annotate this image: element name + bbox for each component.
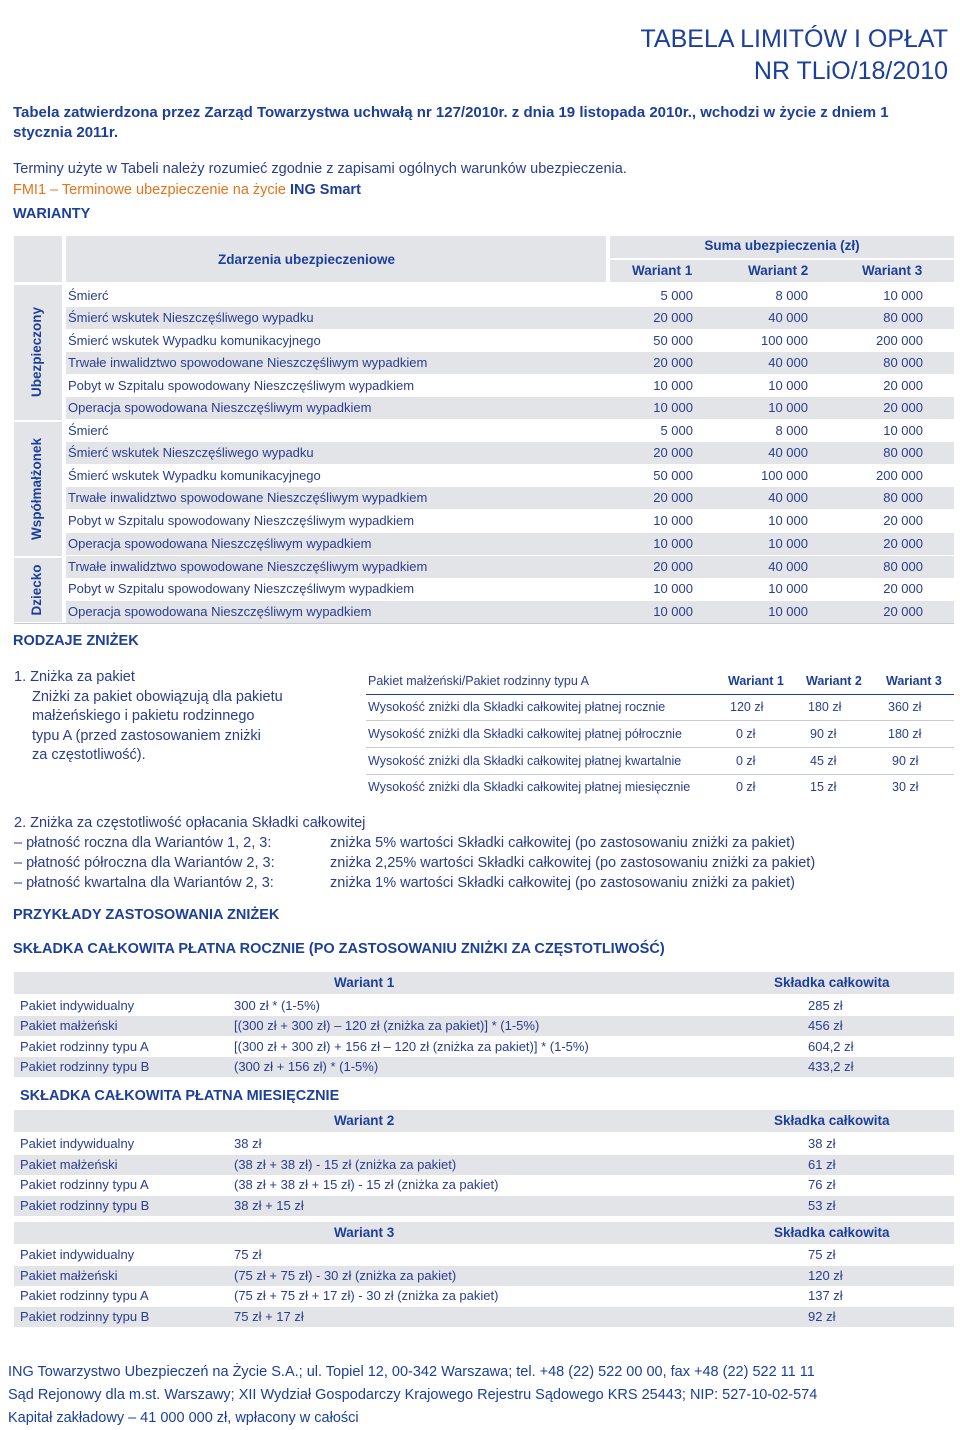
value-variant-1: 10 000 (653, 378, 693, 393)
package-discount-block (14, 668, 283, 766)
value-variant-3: 80 000 (883, 310, 923, 325)
table-row (66, 556, 954, 578)
example-premium: 604,2 zł (808, 1039, 854, 1054)
discount-row (366, 748, 954, 775)
value-variant-3: 200 000 (876, 333, 923, 348)
value-variant-3: 10 000 (883, 288, 923, 303)
example-row (14, 1175, 954, 1195)
frequency-discount-heading: 2. Zniżka za częstotliwość opłacania Składki całkowitej (14, 815, 366, 831)
annual-premium-header: Składka całkowita (774, 975, 890, 990)
example-row (14, 1266, 954, 1286)
variant-2-header: Wariant 2 (748, 263, 809, 278)
event-label: Śmierć wskutek Nieszczęśliwego wypadku (68, 445, 314, 460)
example-formula: (38 zł + 38 zł) - 15 zł (zniżka za pakiet) (234, 1157, 457, 1172)
example-package: Pakiet rodzinny typu A (20, 1288, 149, 1303)
value-variant-3: 80 000 (883, 559, 923, 574)
example-formula: (75 zł + 75 zł + 17 zł) - 30 zł (zniżka za pakiet) (234, 1288, 499, 1303)
table-row (66, 442, 954, 464)
discount-value-1: 120 zł (730, 700, 764, 714)
table-divider (14, 623, 954, 624)
examples-heading: PRZYKŁADY ZASTOSOWANIA ZNIŻEK (13, 907, 280, 923)
example-row (14, 1057, 954, 1077)
discount-value-2: 15 zł (810, 780, 837, 794)
package-discount-text: typu A (przed zastosowaniem zniżki (32, 727, 261, 744)
value-variant-1: 50 000 (653, 333, 693, 348)
discount-header-label: Pakiet małżeński/Pakiet rodzinny typu A (368, 674, 589, 688)
value-variant-1: 20 000 (653, 355, 693, 370)
footer-registry: Sąd Rejonowy dla m.st. Warszawy; XII Wydział Gospodarczy Krajowego Rejestru Sądowego KRS 25443; NIP: 527-10-02-574 (8, 1387, 818, 1403)
example-formula: [(300 zł + 300 zł) + 156 zł – 120 zł (zniżka za pakiet)] * (1-5%) (234, 1039, 589, 1054)
footer-company: ING Towarzystwo Ubezpieczeń na Życie S.A.; ul. Topiel 12, 00-342 Warszawa; tel. +48 (22) 522 00 00, fax +48 (22) 522 11 11 (8, 1364, 815, 1380)
discount-header-variant-1: Wariant 1 (728, 674, 784, 688)
product-line (13, 182, 361, 198)
value-variant-3: 80 000 (883, 490, 923, 505)
value-variant-3: 80 000 (883, 355, 923, 370)
discount-row (366, 694, 954, 721)
frequency-item-label: – płatność roczna dla Wariantów 1, 2, 3: (14, 835, 272, 851)
monthly3-premium-header: Składka całkowita (774, 1225, 890, 1240)
example-row (14, 1245, 954, 1265)
example-premium: 137 zł (808, 1288, 843, 1303)
value-variant-1: 10 000 (653, 581, 693, 596)
annual-heading: SKŁADKA CAŁKOWITA PŁATNA ROCZNIE (PO ZASTOSOWANIU ZNIŻKI ZA CZĘSTOTLIWOŚĆ) (13, 941, 665, 957)
discount-value-3: 180 zł (888, 727, 922, 741)
discount-row (366, 774, 954, 800)
example-row (14, 1037, 954, 1057)
value-variant-1: 5 000 (660, 423, 693, 438)
frequency-item-value: zniżka 1% wartości Składki całkowitej (po zastosowaniu zniżki za pakiet) (330, 875, 795, 891)
example-formula: 75 zł + 17 zł (234, 1309, 304, 1324)
value-variant-3: 80 000 (883, 445, 923, 460)
frequency-item (14, 833, 914, 853)
event-label: Śmierć wskutek Nieszczęśliwego wypadku (68, 310, 314, 325)
frequency-discount-list (14, 833, 914, 893)
discounts-heading: RODZAJE ZNIŻEK (13, 633, 139, 649)
discount-value-3: 360 zł (888, 700, 922, 714)
discount-row-label: Wysokość zniżki dla Składki całkowitej płatnej rocznie (368, 700, 666, 714)
table-row (66, 285, 954, 307)
table-row (66, 397, 954, 419)
frequency-item (14, 873, 914, 893)
value-variant-2: 10 000 (768, 400, 808, 415)
value-variant-3: 20 000 (883, 513, 923, 528)
product-name: ING Smart (289, 182, 361, 198)
table-row (66, 420, 954, 442)
value-variant-1: 10 000 (653, 536, 693, 551)
table-row (66, 465, 954, 487)
example-premium: 433,2 zł (808, 1059, 854, 1074)
annual-table-header (14, 972, 954, 994)
value-variant-2: 10 000 (768, 513, 808, 528)
event-label: Trwałe inwalidztwo spowodowane Nieszczęśliwym wypadkiem (68, 559, 428, 574)
discount-value-2: 45 zł (810, 754, 837, 768)
value-variant-2: 40 000 (768, 490, 808, 505)
example-package: Pakiet małżeński (20, 1157, 118, 1172)
example-formula: (300 zł + 156 zł) * (1-5%) (234, 1059, 379, 1074)
table-corner (14, 236, 62, 282)
value-variant-2: 40 000 (768, 310, 808, 325)
monthly2-variant-header: Wariant 2 (334, 1113, 395, 1128)
value-variant-3: 20 000 (883, 378, 923, 393)
footer-capital: Kapitał zakładowy – 41 000 000 zł, wpłacony w całości (8, 1410, 359, 1426)
table-row (66, 487, 954, 509)
monthly2-table-header (14, 1110, 954, 1132)
group-label-child: Dziecko (29, 564, 44, 616)
example-formula: 75 zł (234, 1247, 262, 1262)
example-row (14, 1016, 954, 1036)
value-variant-1: 20 000 (653, 490, 693, 505)
event-label: Trwałe inwalidztwo spowodowane Nieszczęśliwym wypadkiem (68, 490, 428, 505)
value-variant-2: 100 000 (761, 333, 808, 348)
group-label-spouse: Współmałżonek (29, 438, 44, 541)
value-variant-1: 20 000 (653, 559, 693, 574)
discount-row-label: Wysokość zniżki dla Składki całkowitej płatnej kwartalnie (368, 754, 682, 768)
frequency-item-label: – płatność kwartalna dla Wariantów 2, 3: (14, 875, 274, 891)
value-variant-1: 10 000 (653, 604, 693, 619)
example-premium: 53 zł (808, 1198, 836, 1213)
example-row (14, 996, 954, 1016)
table-row (66, 510, 954, 532)
table-row (66, 533, 954, 555)
example-premium: 76 zł (808, 1177, 836, 1192)
variant-1-header: Wariant 1 (632, 263, 693, 278)
value-variant-1: 10 000 (653, 513, 693, 528)
example-premium: 456 zł (808, 1018, 843, 1033)
discount-row-label: Wysokość zniżki dla Składki całkowitej płatnej półrocznie (368, 727, 682, 741)
frequency-item-value: zniżka 2,25% wartości Składki całkowitej (po zastosowaniu zniżki za pakiet) (330, 855, 816, 871)
event-label: Śmierć wskutek Wypadku komunikacyjnego (68, 333, 321, 348)
discount-row (366, 721, 954, 748)
example-formula: (75 zł + 75 zł) - 30 zł (zniżka za pakiet) (234, 1268, 457, 1283)
table-row (66, 375, 954, 397)
discount-table-header (366, 668, 954, 695)
value-variant-2: 8 000 (775, 423, 808, 438)
value-variant-2: 100 000 (761, 468, 808, 483)
example-premium: 38 zł (808, 1136, 836, 1151)
monthly3-variant-header: Wariant 3 (334, 1225, 395, 1240)
example-package: Pakiet rodzinny typu B (20, 1059, 150, 1074)
warianty-heading: WARIANTY (13, 206, 91, 222)
value-variant-1: 20 000 (653, 310, 693, 325)
example-premium: 120 zł (808, 1268, 843, 1283)
value-variant-2: 8 000 (775, 288, 808, 303)
discount-value-3: 90 zł (892, 754, 919, 768)
frequency-item-label: – płatność półroczna dla Wariantów 2, 3: (14, 855, 275, 871)
example-package: Pakiet małżeński (20, 1268, 118, 1283)
table-row (66, 352, 954, 374)
intro-note: Terminy użyte w Tabeli należy rozumieć zgodnie z zapisami ogólnych warunków ubezpieczenia. (13, 161, 627, 177)
event-label: Operacja spowodowana Nieszczęśliwym wypadkiem (68, 400, 372, 415)
example-package: Pakiet małżeński (20, 1018, 118, 1033)
example-package: Pakiet rodzinny typu B (20, 1198, 150, 1213)
discount-value-1: 0 zł (736, 754, 756, 768)
example-package: Pakiet rodzinny typu A (20, 1039, 149, 1054)
example-formula: 300 zł * (1-5%) (234, 998, 320, 1013)
event-label: Pobyt w Szpitalu spowodowany Nieszczęśliwym wypadkiem (68, 513, 415, 528)
value-variant-1: 50 000 (653, 468, 693, 483)
example-premium: 92 zł (808, 1309, 836, 1324)
value-variant-1: 20 000 (653, 445, 693, 460)
monthly-heading: SKŁADKA CAŁKOWITA PŁATNA MIESIĘCZNIE (20, 1088, 340, 1104)
event-label: Pobyt w Szpitalu spowodowany Nieszczęśliwym wypadkiem (68, 378, 415, 393)
product-code: FMI1 – Terminowe ubezpieczenie na życie (13, 182, 286, 198)
event-column-header: Zdarzenia ubezpieczeniowe (218, 252, 396, 267)
example-row (14, 1155, 954, 1175)
event-label: Śmierć wskutek Wypadku komunikacyjnego (68, 468, 321, 483)
variant-3-header: Wariant 3 (862, 263, 923, 278)
event-label: Śmierć (68, 288, 109, 303)
value-variant-3: 20 000 (883, 581, 923, 596)
document-title: TABELA LIMITÓW I OPŁAT (640, 25, 948, 53)
example-formula: 38 zł (234, 1136, 262, 1151)
discount-value-1: 0 zł (736, 727, 756, 741)
example-formula: [(300 zł + 300 zł) – 120 zł (zniżka za pakiet)] * (1-5%) (234, 1018, 540, 1033)
example-premium: 285 zł (808, 998, 843, 1013)
discount-value-3: 30 zł (892, 780, 919, 794)
event-label: Operacja spowodowana Nieszczęśliwym wypadkiem (68, 536, 372, 551)
discount-value-2: 180 zł (808, 700, 842, 714)
package-discount-heading: 1. Zniżka za pakiet (14, 669, 135, 685)
discount-header-variant-3: Wariant 3 (886, 674, 942, 688)
discount-value-1: 0 zł (736, 780, 756, 794)
discount-row-label: Wysokość zniżki dla Składki całkowitej płatnej miesięcznie (368, 780, 691, 794)
group-label-insured: Ubezpieczony (29, 306, 44, 398)
example-package: Pakiet rodzinny typu A (20, 1177, 149, 1192)
value-variant-1: 5 000 (660, 288, 693, 303)
value-variant-3: 20 000 (883, 604, 923, 619)
event-label: Pobyt w Szpitalu spowodowany Nieszczęśliwym wypadkiem (68, 581, 415, 596)
example-row (14, 1196, 954, 1216)
event-label: Operacja spowodowana Nieszczęśliwym wypadkiem (68, 604, 372, 619)
example-premium: 75 zł (808, 1247, 836, 1262)
monthly2-premium-header: Składka całkowita (774, 1113, 890, 1128)
annual-variant-header: Wariant 1 (334, 975, 395, 990)
table-row (66, 330, 954, 352)
document-number: NR TLiO/18/2010 (753, 57, 948, 85)
table-row (66, 578, 954, 600)
package-discount-text: Zniżki za pakiet obowiązują dla pakietu (32, 688, 283, 705)
example-formula: 38 zł + 15 zł (234, 1198, 304, 1213)
value-variant-2: 10 000 (768, 604, 808, 619)
discount-header-variant-2: Wariant 2 (806, 674, 862, 688)
example-premium: 61 zł (808, 1157, 836, 1172)
table-row (66, 601, 954, 623)
example-row (14, 1307, 954, 1327)
package-discount-text: małżeńskiego i pakietu rodzinnego (32, 708, 255, 724)
package-discount-text: za częstotliwość). (32, 747, 146, 763)
event-label: Trwałe inwalidztwo spowodowane Nieszczęśliwym wypadkiem (68, 355, 428, 370)
value-variant-3: 10 000 (883, 423, 923, 438)
value-variant-2: 40 000 (768, 559, 808, 574)
value-variant-2: 40 000 (768, 355, 808, 370)
approval-note: Tabela zatwierdzona przez Zarząd Towarzystwa uchwałą nr 127/2010r. z dnia 19 listopada 2010r., wchodzi w życie z dniem 1 stycznia 2011r. (13, 104, 889, 141)
value-variant-3: 200 000 (876, 468, 923, 483)
monthly3-table-header (14, 1222, 954, 1244)
frequency-item (14, 853, 914, 873)
value-variant-1: 10 000 (653, 400, 693, 415)
example-package: Pakiet indywidualny (20, 998, 135, 1013)
event-label: Śmierć (68, 423, 109, 438)
value-variant-2: 10 000 (768, 581, 808, 596)
example-package: Pakiet indywidualny (20, 1136, 135, 1151)
value-variant-2: 10 000 (768, 378, 808, 393)
value-variant-3: 20 000 (883, 536, 923, 551)
table-row (66, 307, 954, 329)
frequency-item-value: zniżka 5% wartości Składki całkowitej (po zastosowaniu zniżki za pakiet) (330, 835, 795, 851)
value-variant-2: 10 000 (768, 536, 808, 551)
value-variant-3: 20 000 (883, 400, 923, 415)
example-package: Pakiet rodzinny typu B (20, 1309, 150, 1324)
example-row (14, 1286, 954, 1306)
discount-value-2: 90 zł (810, 727, 837, 741)
example-row (14, 1134, 954, 1154)
example-formula: (38 zł + 38 zł + 15 zł) - 15 zł (zniżka za pakiet) (234, 1177, 499, 1192)
example-package: Pakiet indywidualny (20, 1247, 135, 1262)
sum-column-header: Suma ubezpieczenia (zł) (704, 238, 860, 253)
value-variant-2: 40 000 (768, 445, 808, 460)
